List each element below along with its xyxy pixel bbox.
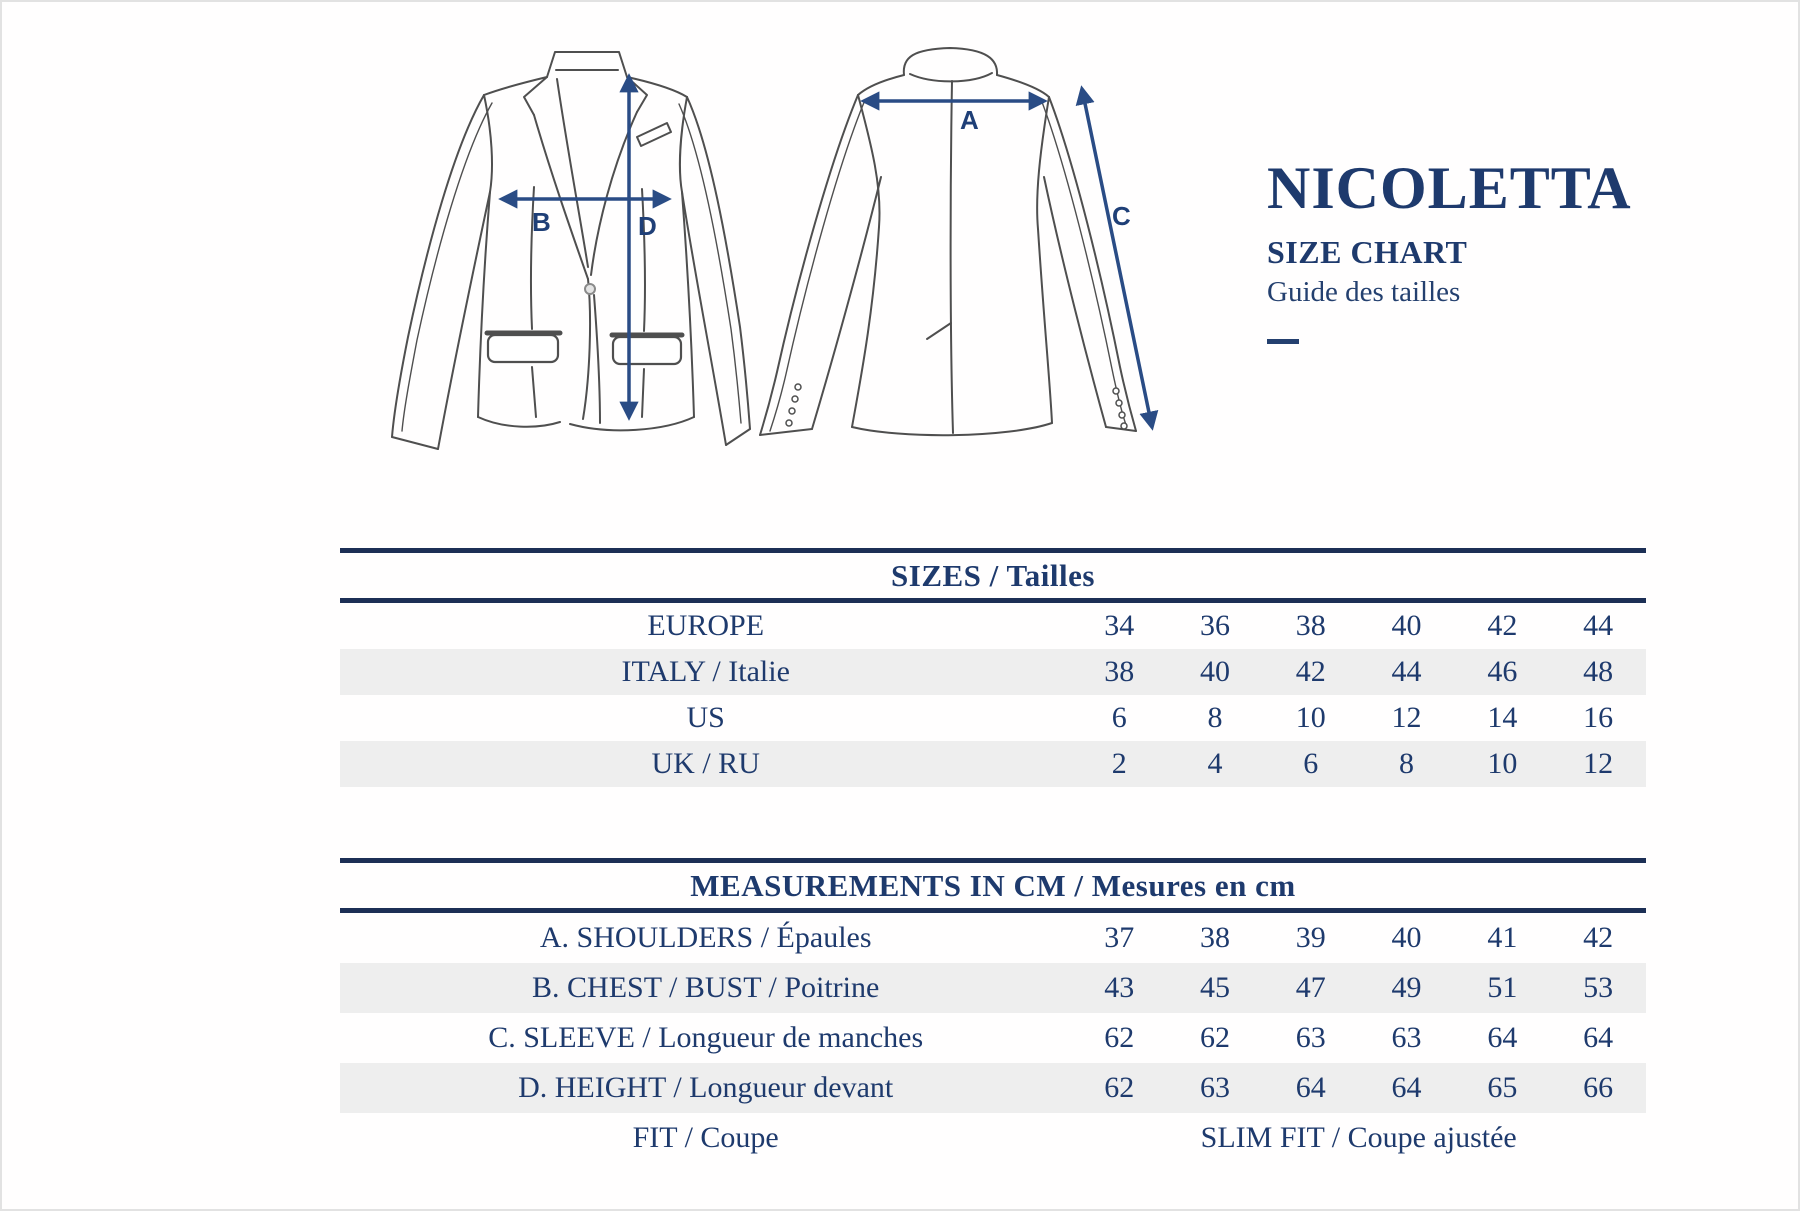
value-cell: 6: [1111, 701, 1127, 734]
value-cell: 46: [1487, 655, 1518, 688]
title-block: [1267, 155, 1632, 344]
divider-dash: [1267, 339, 1299, 344]
value-cell: 45: [1200, 971, 1231, 1004]
table-row: [340, 601, 1646, 650]
value-cell: 53: [1583, 971, 1614, 1004]
value-cell: 64: [1295, 1071, 1326, 1104]
row-label: US: [686, 701, 725, 734]
value-cell: 42: [1583, 921, 1614, 954]
size-chart-subtitle-french: Guide des tailles: [1267, 276, 1461, 308]
value-cell: 64: [1583, 1021, 1614, 1054]
value-cell: 43: [1104, 971, 1135, 1004]
value-cell: 8: [1399, 747, 1415, 780]
value-cell: 12: [1391, 701, 1422, 734]
value-cell: 10: [1487, 747, 1518, 780]
value-cell: 42: [1487, 609, 1518, 642]
value-cell: 16: [1583, 701, 1614, 734]
value-cell: 51: [1487, 971, 1518, 1004]
front-pockets: [487, 333, 682, 364]
value-cell: 40: [1200, 655, 1231, 688]
value-cell: 62: [1104, 1021, 1135, 1054]
brand-title: NICOLETTA: [1267, 155, 1632, 221]
measurements-table-header-row: [340, 861, 1646, 911]
value-cell: 37: [1104, 921, 1135, 954]
value-cell: 12: [1583, 747, 1614, 780]
value-cell: 41: [1487, 921, 1518, 954]
row-label: C. SLEEVE / Longueur de manches: [488, 1021, 924, 1054]
fit-row-value: SLIM FIT / Coupe ajustée: [1200, 1121, 1517, 1154]
table-row: [340, 741, 1646, 787]
value-cell: 62: [1200, 1021, 1231, 1054]
value-cell: 38: [1295, 609, 1326, 642]
fit-row: [340, 1113, 1646, 1163]
table-row: [340, 649, 1646, 695]
measurements-table-header: MEASUREMENTS IN CM / Mesures en cm: [340, 861, 1646, 911]
jacket-back-diagram: [692, 17, 1172, 457]
value-cell: 63: [1295, 1021, 1326, 1054]
sizes-table-header: SIZES / Tailles: [340, 551, 1646, 601]
value-cell: 48: [1583, 655, 1614, 688]
value-cell: 38: [1104, 655, 1135, 688]
sizes-table: [340, 548, 1646, 787]
value-cell: 64: [1391, 1071, 1422, 1104]
value-cell: 38: [1200, 921, 1231, 954]
label-d: D: [638, 211, 657, 241]
value-cell: 6: [1303, 747, 1319, 780]
cuff-buttons: [786, 384, 1127, 429]
value-cell: 63: [1391, 1021, 1422, 1054]
table-row: [340, 963, 1646, 1013]
value-cell: 40: [1391, 609, 1422, 642]
value-cell: 4: [1207, 747, 1223, 780]
fit-row-label: FIT / Coupe: [632, 1121, 779, 1154]
table-row: [340, 1063, 1646, 1113]
label-a: A: [960, 105, 979, 135]
row-label: D. HEIGHT / Longueur devant: [518, 1071, 894, 1104]
pocket-square: [637, 123, 671, 146]
value-cell: 2: [1111, 747, 1127, 780]
value-cell: 49: [1391, 971, 1422, 1004]
value-cell: 63: [1200, 1071, 1231, 1104]
value-cell: 44: [1583, 609, 1614, 642]
label-c: C: [1112, 201, 1131, 231]
table-row: [340, 695, 1646, 741]
value-cell: 66: [1583, 1071, 1614, 1104]
row-label: A. SHOULDERS / Épaules: [539, 921, 872, 954]
value-cell: 34: [1104, 609, 1135, 642]
front-collar: [547, 52, 627, 77]
value-cell: 14: [1487, 701, 1518, 734]
value-cell: 64: [1487, 1021, 1518, 1054]
value-cell: 10: [1295, 701, 1326, 734]
front-button: [585, 284, 595, 294]
value-cell: 65: [1487, 1071, 1518, 1104]
label-b: B: [532, 207, 551, 237]
row-label: B. CHEST / BUST / Poitrine: [532, 971, 880, 1004]
size-chart-title: SIZE CHART: [1267, 234, 1468, 270]
value-cell: 40: [1391, 921, 1422, 954]
value-cell: 47: [1295, 971, 1326, 1004]
value-cell: 42: [1295, 655, 1326, 688]
value-cell: 36: [1200, 609, 1231, 642]
row-label: ITALY / Italie: [621, 655, 790, 688]
value-cell: 39: [1295, 921, 1326, 954]
value-cell: 8: [1207, 701, 1223, 734]
row-label: UK / RU: [651, 747, 760, 780]
row-label: EUROPE: [647, 609, 765, 642]
table-row: [340, 911, 1646, 964]
back-collar: [904, 48, 997, 75]
sizes-table-header-row: [340, 551, 1646, 601]
measurements-table: [340, 858, 1646, 1163]
table-row: [340, 1013, 1646, 1063]
value-cell: 62: [1104, 1071, 1135, 1104]
value-cell: 44: [1391, 655, 1422, 688]
